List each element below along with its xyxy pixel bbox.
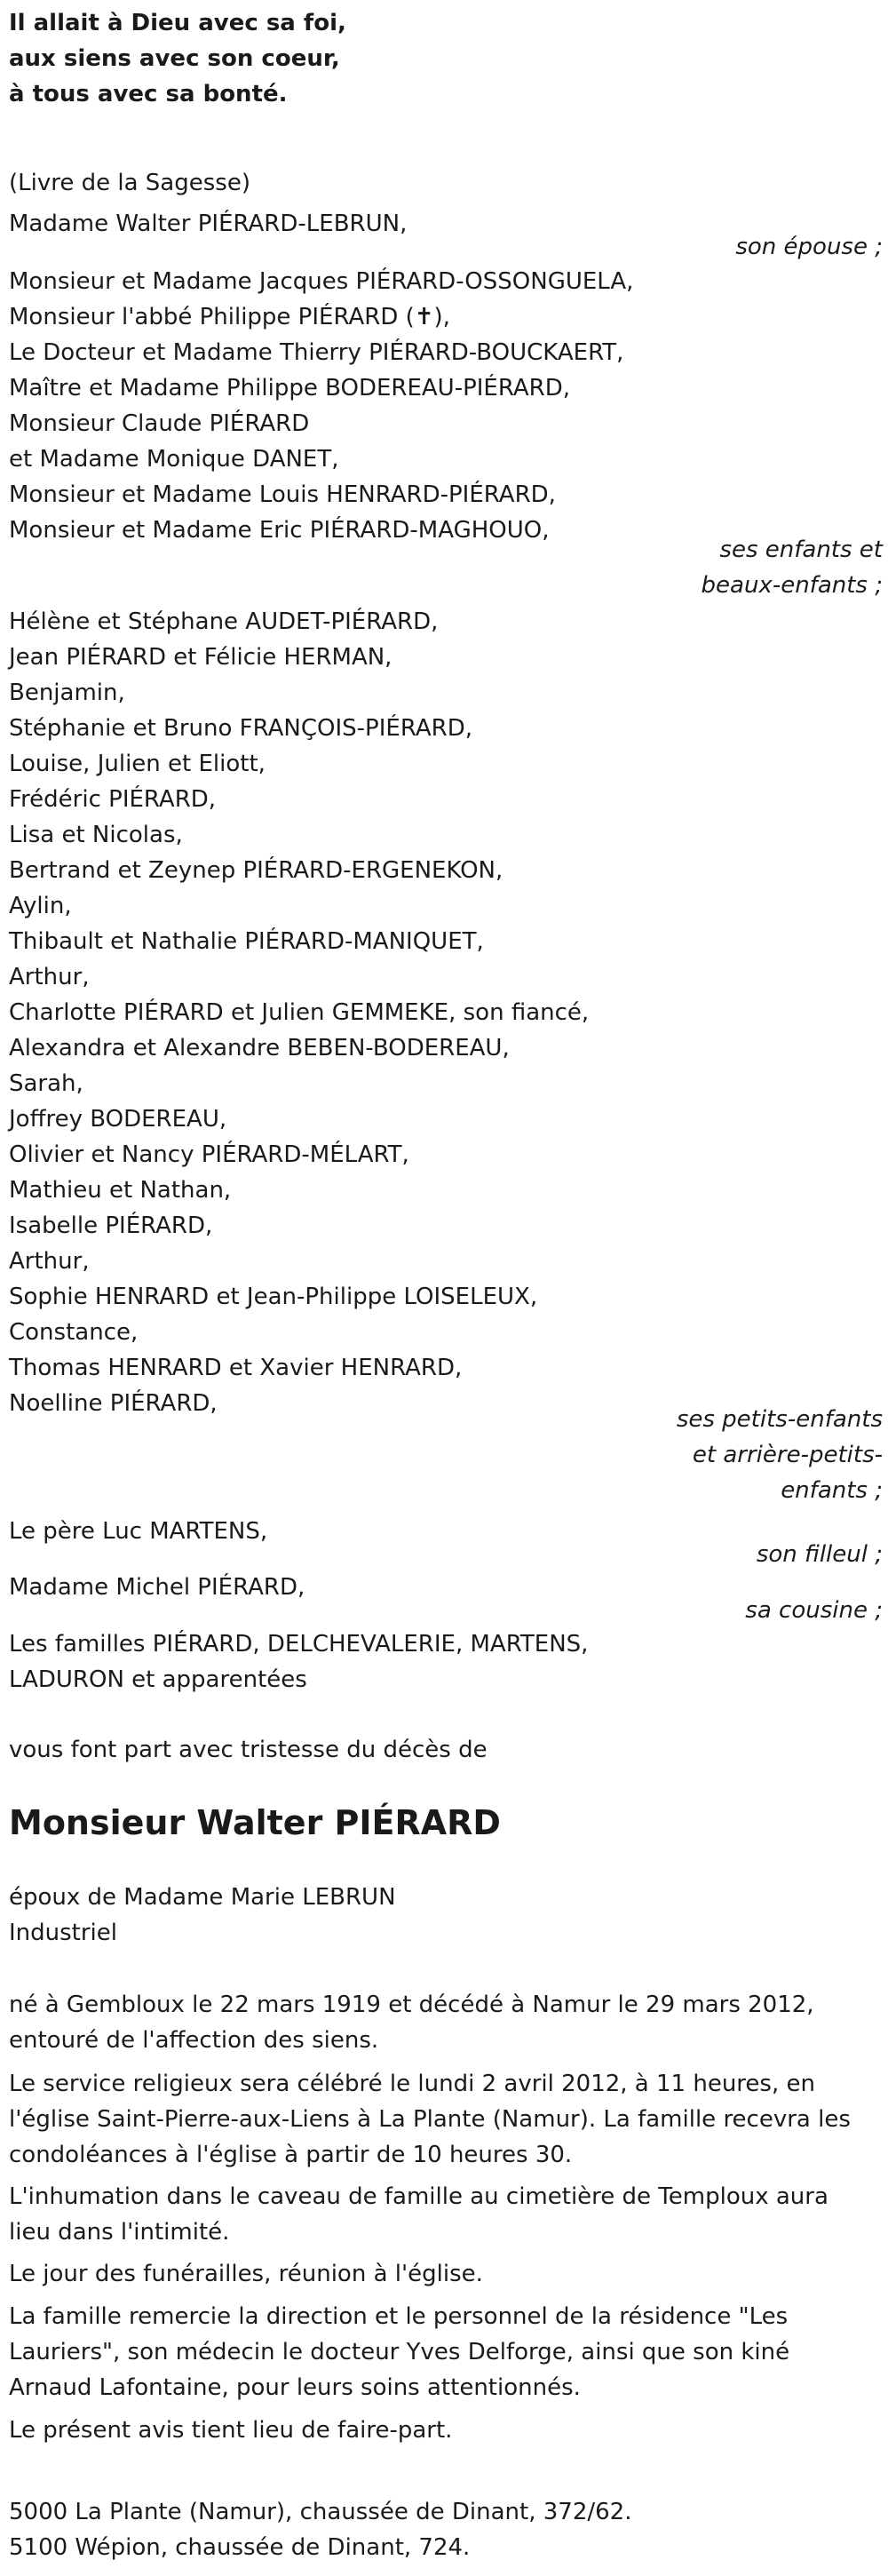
epigraph-source: (Livre de la Sagesse) — [9, 170, 250, 196]
epigraph-line: Il allait à Dieu avec sa foi, — [9, 10, 346, 36]
list-item: Alexandra et Alexandre BEBEN-BODEREAU, — [9, 1035, 510, 1061]
list-item: Bertrand et Zeynep PIÉRARD-ERGENEKON, — [9, 857, 503, 884]
role-line: ses petits-enfants — [676, 1406, 883, 1433]
paragraph-meeting — [9, 2256, 483, 2292]
list-item: Arthur, — [9, 1248, 90, 1275]
list-item: Benjamin, — [9, 680, 125, 706]
paragraph-line: lieu dans l'intimité. — [9, 2219, 230, 2246]
list-item: Mathieu et Nathan, — [9, 1177, 232, 1204]
epigraph-line: à tous avec sa bonté. — [9, 81, 288, 107]
list-item: Arthur, — [9, 964, 90, 990]
paragraph-line: l'église Saint-Pierre-aux-Liens à La Plante (Namur). La famille recevra les — [9, 2106, 851, 2133]
detail-line: époux de Madame Marie LEBRUN — [9, 1884, 396, 1911]
paragraph-thanks — [9, 2299, 789, 2405]
grandchildren-role — [677, 1402, 883, 1508]
spouse-role: son épouse ; — [735, 234, 883, 260]
paragraph-line: Arnaud Lafontaine, pour leurs soins attentionnés. — [9, 2374, 581, 2401]
list-item: Joffrey BODEREAU, — [9, 1106, 227, 1133]
spouse-name: Madame Walter PIÉRARD-LEBRUN, — [9, 211, 408, 237]
epigraph-line: aux siens avec son coeur, — [9, 45, 340, 72]
list-item: Monsieur Claude PIÉRARD — [9, 410, 310, 437]
role-line: beaux-enfants ; — [701, 572, 883, 599]
list-item: Louise, Julien et Eliott, — [9, 751, 266, 777]
cousin-role: sa cousine ; — [745, 1597, 883, 1624]
list-item: Frédéric PIÉRARD, — [9, 786, 217, 813]
paragraph-line: L'inhumation dans le caveau de famille au cimetière de Temploux aura — [9, 2183, 829, 2210]
paragraph-notice — [9, 2413, 452, 2448]
list-item: Sophie HENRARD et Jean-Philippe LOISELEUX, — [9, 1284, 538, 1310]
list-item: Olivier et Nancy PIÉRARD-MÉLART, — [9, 1141, 409, 1168]
paragraph-birth-death — [9, 1987, 814, 2058]
list-item: Thibault et Nathalie PIÉRARD-MANIQUET, — [9, 928, 484, 955]
deceased-name: Monsieur Walter PIÉRARD — [9, 1803, 501, 1842]
address-line: 5100 Wépion, chaussée de Dinant, 724. — [9, 2534, 471, 2561]
list-item: Constance, — [9, 1319, 139, 1346]
addresses — [9, 2494, 631, 2565]
paragraph-line: Le jour des funérailles, réunion à l'église. — [9, 2261, 483, 2287]
cousin-name: Madame Michel PIÉRARD, — [9, 1574, 305, 1601]
list-item: Noelline PIÉRARD, — [9, 1390, 218, 1417]
paragraph-line: Le présent avis tient lieu de faire-part. — [9, 2417, 453, 2444]
godson-name: Le père Luc MARTENS, — [9, 1518, 268, 1545]
list-item: Thomas HENRARD et Xavier HENRARD, — [9, 1355, 463, 1381]
paragraph-line: condoléances à l'église à partir de 10 heures 30. — [9, 2142, 573, 2168]
children-role — [702, 532, 883, 603]
grandchildren-list — [9, 604, 589, 1421]
list-item: Sarah, — [9, 1070, 83, 1097]
paragraph-line: entouré de l'affection des siens. — [9, 2027, 379, 2054]
list-item: Stéphanie et Bruno FRANÇOIS-PIÉRARD, — [9, 715, 472, 742]
godson-role: son filleul ; — [756, 1541, 883, 1568]
address-line: 5000 La Plante (Namur), chaussée de Dinant, 372/62. — [9, 2499, 632, 2525]
list-item: Hélène et Stéphane AUDET-PIÉRARD, — [9, 608, 439, 635]
paragraph-line: né à Gembloux le 22 mars 1919 et décédé à Namur le 29 mars 2012, — [9, 1992, 814, 2018]
paragraph-burial — [9, 2179, 829, 2250]
families-line: LADURON et apparentées — [9, 1666, 307, 1693]
role-line: et arrière-petits- — [692, 1442, 883, 1468]
list-item: Charlotte PIÉRARD et Julien GEMMEKE, son fiancé, — [9, 999, 590, 1026]
role-line: ses enfants et — [719, 537, 883, 563]
list-item: Maître et Madame Philippe BODEREAU-PIÉRARD, — [9, 375, 571, 402]
list-item: Lisa et Nicolas, — [9, 822, 183, 848]
list-item: Monsieur l'abbé Philippe PIÉRARD (✝), — [9, 304, 450, 330]
list-item: Monsieur et Madame Jacques PIÉRARD-OSSONGUELA, — [9, 268, 634, 295]
paragraph-line: Lauriers", son médecin le docteur Yves Delforge, ainsi que son kiné — [9, 2339, 790, 2365]
families — [9, 1626, 588, 1697]
children-list — [9, 264, 633, 548]
list-item: Aylin, — [9, 893, 72, 919]
announcement: vous font part avec tristesse du décès de — [9, 1737, 488, 1763]
paragraph-line: Le service religieux sera célébré le lundi 2 avril 2012, à 11 heures, en — [9, 2071, 815, 2097]
detail-line: Industriel — [9, 1920, 118, 1946]
list-item: Monsieur et Madame Louis HENRARD-PIÉRARD, — [9, 481, 556, 508]
list-item: Le Docteur et Madame Thierry PIÉRARD-BOUCKAERT, — [9, 339, 624, 366]
list-item: Monsieur et Madame Eric PIÉRARD-MAGHOUO, — [9, 517, 550, 544]
epigraph — [9, 5, 346, 112]
paragraph-line: La famille remercie la direction et le personnel de la résidence "Les — [9, 2303, 789, 2330]
role-line: enfants ; — [781, 1477, 883, 1504]
paragraph-service — [9, 2066, 851, 2173]
list-item: et Madame Monique DANET, — [9, 446, 339, 473]
list-item: Jean PIÉRARD et Félicie HERMAN, — [9, 644, 392, 671]
list-item: Isabelle PIÉRARD, — [9, 1212, 213, 1239]
families-line: Les familles PIÉRARD, DELCHEVALERIE, MARTENS, — [9, 1631, 589, 1658]
deceased-details — [9, 1880, 396, 1951]
